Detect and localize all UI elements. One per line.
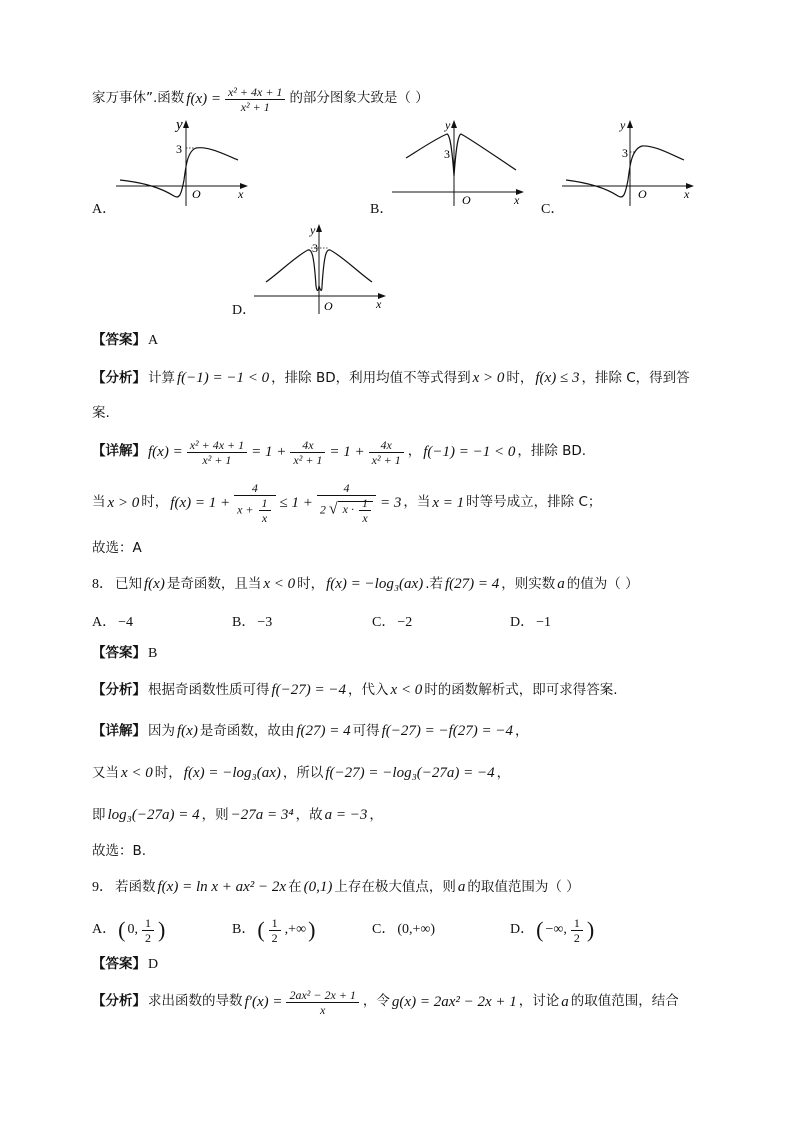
q9-analysis-a: a (561, 993, 569, 1010)
q8-d1-c: 可得 (352, 722, 380, 739)
q7-d1-eq3: = 1 + (329, 443, 365, 460)
graph-b-three: 3 (444, 147, 450, 161)
q9-option-b[interactable] (232, 913, 315, 947)
q8-d3-a: 即 (92, 806, 106, 823)
q7-graph-a (116, 118, 252, 208)
q9-option-a-frac (142, 917, 154, 944)
q8-d2-a: 又当 (92, 764, 119, 781)
q9-stem-a: a (457, 879, 466, 895)
q9-stem-def: f(x) = ln x + ax² − 2x (157, 879, 287, 895)
q7-detail-line-1 (92, 434, 586, 470)
q8-d2-c: ，所以 (282, 764, 324, 781)
q9-option-a[interactable] (92, 913, 165, 947)
q8-d2-cond: x < 0 (121, 765, 153, 781)
graph-a-y-label: y (176, 118, 183, 133)
q8-choose: 故选：B. (92, 843, 147, 859)
q9-option-d-den: 2 (573, 930, 580, 945)
q9-option-d-a: −∞, (545, 922, 567, 937)
q7-d2-g-den-frac-den: x (362, 511, 368, 525)
q8-d2-d: ， (496, 764, 511, 781)
q8-stem-cond: x < 0 (263, 576, 296, 592)
q8-option-a-label: A． (92, 615, 117, 630)
q7-analysis-ineq: f(x) ≤ 3 (535, 370, 580, 386)
q7-d2-fraction-1 (234, 482, 275, 524)
q8-analysis-2: ，代入 (348, 681, 389, 698)
q7-d2-eq: = 3 (380, 494, 402, 511)
q9-option-a-num: 1 (142, 917, 154, 931)
q9-answer-value: D (148, 957, 159, 972)
graph-d-y-label: y (310, 223, 316, 237)
q7-graph-c (562, 118, 698, 208)
q7-analysis-text-2: ，排除 BD，利用均值不等式得到 (271, 369, 471, 386)
q7-d2-g-num: 4 (317, 482, 376, 496)
q9-analysis-num: 2ax² − 2x + 1 (286, 989, 358, 1003)
q7-d2-fraction-2 (317, 482, 376, 524)
q7-d1-tail: ，排除 BD. (517, 443, 587, 460)
q9-stem-4: 的取值范围为（ ） (467, 878, 580, 895)
q7-graph-b (392, 118, 528, 208)
graph-b-y-label: y (445, 118, 451, 132)
q7-d2-g-den-frac-num: 1 (359, 497, 371, 511)
q7-analysis-text-4: ，排除 C，得到答 (581, 369, 690, 386)
q7-d2-g-den-b: x · (342, 502, 354, 517)
q8-stem-4: .若 (425, 575, 443, 592)
q7-d1-eq2: = 1 + (251, 443, 287, 460)
q7-d2-f-den-frac-num: 1 (259, 497, 271, 511)
q8-answer (92, 647, 157, 661)
q7-graph-d (254, 222, 390, 316)
q8-d1-b: 是奇函数，故由 (199, 722, 295, 739)
q7-d2-f-den-frac (259, 497, 271, 524)
q8-stem (92, 577, 639, 592)
q9-option-a-right: ) (157, 917, 166, 942)
q8-detail-tag: 【详解】 (92, 722, 146, 739)
q7-d2-prefix: 当 (92, 494, 106, 511)
q9-option-d-left: ( (536, 917, 544, 942)
q9-option-b-right: ) (308, 917, 316, 942)
q8-option-a-value: −4 (118, 615, 134, 630)
q7-d1-comma: ， (407, 443, 422, 460)
q7-answer (92, 334, 158, 348)
q7-d2-f-den-a: x + (237, 502, 254, 517)
q9-stem (92, 880, 580, 895)
graph-c-y-label: y (620, 118, 626, 132)
graph-b-x-label: x (514, 193, 520, 207)
q9-option-a-a: 0, (127, 922, 138, 937)
q9-option-c-label: C． (372, 922, 396, 937)
q7-option-c-label[interactable]: C． (541, 202, 565, 217)
q9-stem-2: 在 (288, 878, 302, 895)
q8-stem-f: f(x) (144, 576, 165, 592)
q9-analysis-g: g(x) = 2ax² − 2x + 1 (391, 993, 517, 1010)
q7-d2-g-den: 2 √ x · $\frac{1}{x}$ (317, 496, 376, 524)
q9-answer-tag: 【答案】 (92, 956, 146, 973)
q7-d2-f-num: 4 (234, 482, 275, 496)
q8-option-d-label: D． (510, 615, 535, 630)
q9-option-d-label: D． (510, 922, 535, 937)
q8-stem-6: 的值为（ ） (566, 575, 639, 592)
q7-d1-expr: f(−1) = −1 < 0 (423, 443, 516, 460)
q8-analysis-cond: x < 0 (390, 682, 423, 698)
q7-d1-f2-num: 4x (290, 439, 325, 453)
q9-number: 9． (92, 879, 113, 895)
q9-option-a-left: ( (118, 917, 126, 942)
q8-stem-def: f(x) = −log₃(ax) (326, 576, 424, 592)
q8-answer-value: B (148, 646, 158, 661)
graph-a-three: 3 (176, 142, 182, 156)
q8-option-a[interactable] (92, 616, 133, 630)
q7-detail-tag: 【详解】 (92, 443, 146, 460)
q7-d2-g-den-a: 2 (319, 502, 326, 517)
q8-d1-a: 因为 (148, 722, 175, 739)
q7-option-b-label[interactable]: B． (370, 202, 394, 217)
q7-option-d-label[interactable]: D． (232, 303, 257, 318)
q8-d2-e1: f(x) = −log₃(ax) (183, 765, 281, 781)
graph-c-origin: O (638, 187, 647, 201)
q8-option-c-label: C． (372, 615, 396, 630)
q8-d1-e1: f(27) = 4 (296, 723, 351, 739)
q7-analysis-text-5: 案. (92, 405, 110, 421)
q8-option-d-value: −1 (536, 615, 552, 630)
q7-analysis (92, 371, 690, 386)
q8-stem-val: f(27) = 4 (445, 576, 500, 592)
q8-analysis-1: 根据奇函数性质可得 (148, 681, 270, 698)
q9-analysis (92, 984, 679, 1020)
q7-d1-f1-num: x² + 4x + 1 (187, 439, 247, 453)
q9-analysis-4: 的取值范围，结合 (570, 993, 679, 1010)
q8-option-b[interactable] (232, 616, 272, 630)
q8-option-c-value: −2 (397, 615, 413, 630)
q9-analysis-frac (286, 989, 358, 1016)
q7-d2-lhs: f(x) = 1 + (170, 494, 231, 511)
graph-d-three: 3 (312, 241, 318, 255)
q9-option-b-b: ,+∞ (284, 922, 307, 937)
q8-detail-line-1 (92, 724, 529, 739)
q7-d2-tail-cond: x = 1 (432, 494, 465, 511)
q8-detail-line-2 (92, 766, 510, 781)
q9-analysis-3: ，讨论 (518, 993, 560, 1010)
q7-func-num: x² + 4x + 1 (225, 86, 285, 100)
q8-d1-e2: f(−27) = −f(27) = −4 (381, 723, 514, 739)
q7-d2-tail-2: 时等号成立，排除 C； (466, 494, 602, 511)
q9-stem-1: 若函数 (115, 878, 156, 895)
q9-analysis-den: x (320, 1002, 326, 1017)
q7-d1-f3-den: x² + 1 (371, 452, 401, 467)
q8-stem-3: 时， (297, 575, 325, 592)
q8-d2-e2: f(−27) = −log₃(−27a) = −4 (325, 765, 495, 781)
q9-option-b-frac (269, 917, 281, 944)
q8-stem-2: 是奇函数，且当 (166, 575, 262, 592)
q9-option-a-label: A． (92, 922, 117, 937)
q7-answer-tag: 【答案】 (92, 332, 146, 349)
q8-analysis (92, 683, 618, 698)
q8-option-d[interactable] (510, 616, 551, 630)
q7-d2-cond: x > 0 (107, 494, 140, 511)
q8-detail-line-3 (92, 808, 383, 823)
q8-stem-1: 已知 (115, 575, 142, 592)
q8-d2-b: 时， (154, 764, 182, 781)
q7-analysis-expr: f(−1) = −1 < 0 (177, 370, 270, 386)
q7-answer-value: A (148, 333, 159, 348)
q7-stem (92, 84, 429, 114)
q7-option-a-label[interactable]: A． (92, 202, 117, 217)
q7-analysis-text-1: 计算 (148, 369, 175, 386)
q9-analysis-tag: 【分析】 (92, 993, 146, 1010)
q9-option-a-den: 2 (144, 930, 151, 945)
q7-d1-f2-den: x² + 1 (293, 452, 323, 467)
q8-d3-e1: log₃(−27a) = 4 (107, 807, 200, 823)
q8-analysis-tag: 【分析】 (92, 681, 146, 698)
graph-d-x-label: x (376, 297, 382, 311)
q7-analysis-tag: 【分析】 (92, 369, 146, 386)
q9-option-b-left: ( (257, 917, 265, 942)
graph-c-three: 3 (622, 146, 628, 160)
q7-d2-g-den-frac (359, 497, 371, 524)
q8-d3-d: ， (369, 806, 383, 823)
q7-detail-line-2 (92, 478, 601, 528)
q7-d1-f1-den: x² + 1 (202, 452, 232, 467)
q7-d1-lhs: f(x) = (148, 443, 183, 460)
q7-func-den: x² + 1 (240, 99, 270, 114)
q7-analysis-text-3: 时， (506, 369, 534, 386)
q8-stem-a: a (557, 576, 565, 592)
q9-option-d-right: ) (586, 917, 595, 942)
q7-d1-f3-num: 4x (369, 439, 404, 453)
q7-d2-tail-1: ，当 (403, 494, 431, 511)
q8-analysis-3: 时的函数解析式，即可求得答案. (424, 681, 618, 698)
q8-d3-b: ，则 (201, 806, 229, 823)
q7-stem-prefix: 家万事休”.函数 (92, 90, 185, 107)
q7-d2-f-den-frac-den: x (261, 511, 268, 525)
q8-stem-5: ，则实数 (501, 575, 556, 592)
q7-choose: 故选：A (92, 540, 142, 556)
q8-option-b-label: B． (232, 615, 256, 630)
q7-func-lhs: f(x) = (186, 90, 221, 107)
graph-a-origin: O (192, 187, 201, 201)
q8-d1-f: f(x) (177, 723, 198, 739)
q9-option-d[interactable] (510, 913, 594, 947)
q9-option-d-num: 1 (571, 917, 583, 931)
q8-d3-c: ，故 (295, 806, 323, 823)
q7-stem-suffix: 的部分图象大致是（ ） (289, 90, 429, 107)
graph-c-x-label: x (684, 187, 690, 201)
q9-option-b-label: B． (232, 922, 256, 937)
q7-analysis-cond: x > 0 (472, 370, 505, 386)
q7-d1-fraction-1 (187, 439, 247, 466)
q9-option-b-den: 2 (271, 930, 278, 945)
graph-a-x-label: x (238, 187, 244, 201)
q8-d1-d: ， (515, 722, 529, 739)
q7-d1-fraction-3 (369, 439, 404, 466)
q9-option-b-num: 1 (269, 917, 281, 931)
q9-option-c[interactable] (372, 913, 435, 947)
q8-number: 8． (92, 576, 113, 592)
q9-stem-int: (0,1) (303, 879, 333, 895)
q9-analysis-lhs: f′(x) = (244, 993, 283, 1010)
q8-d3-e2: −27a = 3⁴ (230, 807, 294, 823)
q9-analysis-2: ，令 (362, 993, 390, 1010)
q8-d3-e3: a = −3 (324, 807, 368, 823)
q8-analysis-expr: f(−27) = −4 (271, 682, 347, 698)
graph-d-origin: O (324, 299, 333, 313)
q9-option-d-frac (571, 917, 583, 944)
q9-analysis-1: 求出函数的导数 (148, 993, 243, 1010)
q7-d2-le: ≤ 1 + (279, 494, 313, 511)
q8-answer-tag: 【答案】 (92, 645, 146, 662)
q8-option-b-value: −3 (257, 615, 273, 630)
q9-stem-3: 上存在极大值点，则 (334, 878, 456, 895)
q8-option-c[interactable] (372, 616, 412, 630)
q7-d2-mid: 时， (141, 494, 169, 511)
q9-answer (92, 958, 158, 972)
q7-func-fraction (225, 86, 285, 113)
graph-b-origin: O (462, 193, 471, 207)
q7-d1-fraction-2 (290, 439, 325, 466)
q7-d2-f-den (234, 496, 275, 524)
q9-option-c-value: (0,+∞) (397, 922, 436, 937)
